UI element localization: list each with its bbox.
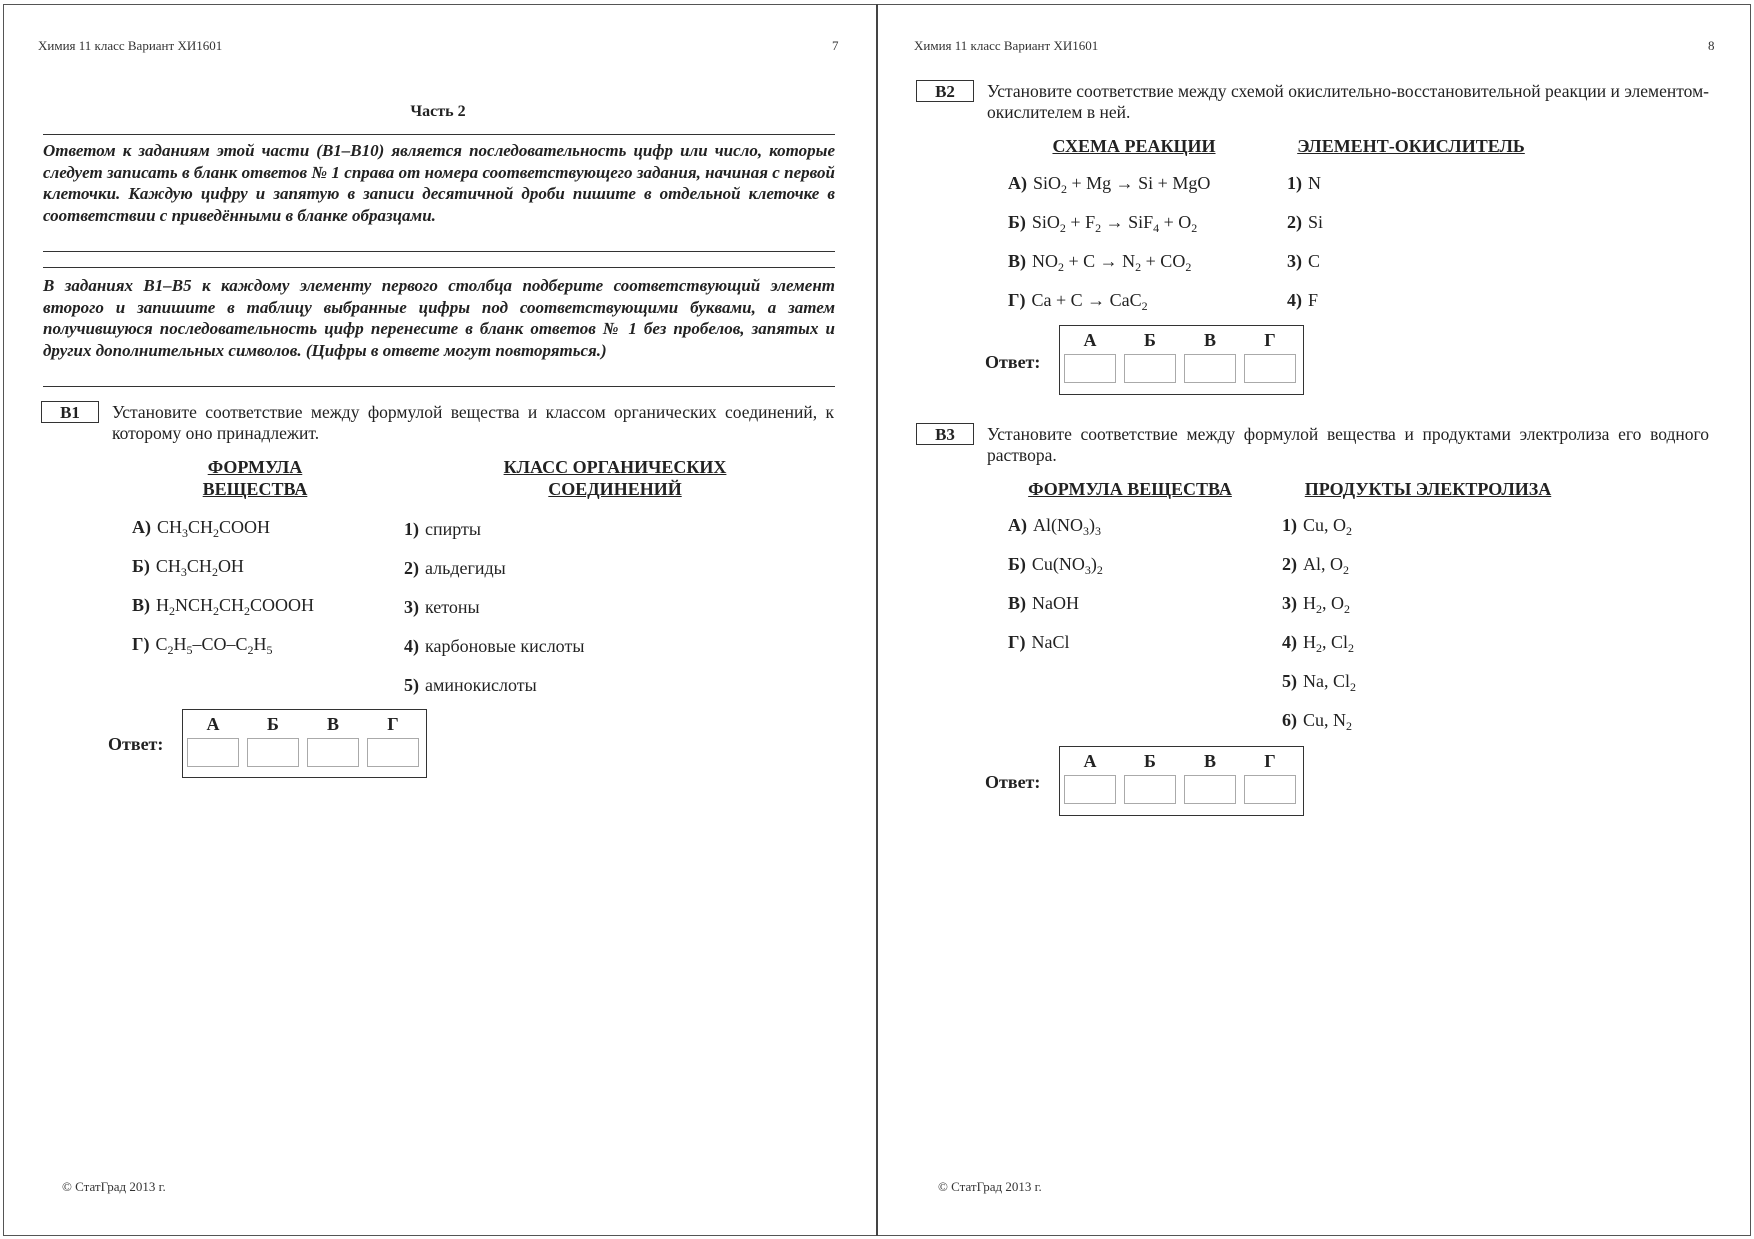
formula-part: NO	[1032, 251, 1058, 271]
formula-part: H	[173, 634, 187, 654]
task-tag-b3: В3	[916, 423, 974, 445]
answer-cell[interactable]	[247, 738, 299, 767]
formula-subscript: 2	[1059, 221, 1066, 235]
formula-part: + C → N	[1064, 251, 1136, 271]
column-header: ВЕЩЕСТВА	[202, 479, 308, 499]
formula-subscript: 2	[169, 604, 175, 618]
product-item	[1282, 591, 1350, 615]
formula-subscript: 2	[1185, 260, 1192, 274]
item-number: 1)	[404, 519, 419, 539]
item-text: C	[1308, 251, 1321, 271]
formula-part: → SiF	[1101, 212, 1154, 232]
item-letter: Г)	[1008, 632, 1026, 652]
answer-letter: Г	[1264, 751, 1276, 771]
task-tag-b1: В1	[41, 401, 99, 423]
item-number: 4)	[404, 636, 419, 656]
formula-part: + Mg → Si + MgO	[1067, 173, 1211, 193]
item-text: кетоны	[425, 597, 480, 617]
class-item	[404, 595, 480, 619]
running-head: Химия 11 класс Вариант ХИ1601	[914, 38, 1099, 53]
answer-letter: Г	[1264, 330, 1276, 350]
item-letter: Б)	[132, 556, 150, 576]
footer-copyright: © СтатГрад 2013 г.	[938, 1179, 1042, 1194]
item-number: 2)	[1287, 212, 1302, 232]
formula-item	[132, 632, 272, 656]
class-item	[404, 673, 537, 697]
answer-cell[interactable]	[1244, 775, 1296, 804]
formula-subscript: 2	[1135, 260, 1142, 274]
class-item	[404, 556, 506, 580]
item-letter: В)	[132, 595, 150, 615]
formula-part: CH	[155, 556, 181, 576]
column-header: КЛАСС ОРГАНИЧЕСКИХ	[503, 457, 727, 477]
item-text: Si	[1308, 212, 1324, 232]
answer-letter: А	[1083, 751, 1097, 771]
formula-subscript: 3	[1083, 524, 1089, 538]
instruction-block-2: В заданиях В1–В5 к каждому элементу первого столбца подберите соответствующий элемент второго и запишите в таблицу выбранные цифры под соответствующими буквами, а затем получившуюся последовательность цифр перенесите в бланк ответов № 1 без пробелов, запятых и других дополнительных символов. (Цифры в ответе могут повторяться.)	[43, 276, 835, 360]
reaction-item	[1008, 171, 1210, 195]
oxidizer-item	[1287, 171, 1321, 195]
item-number: 5)	[1282, 671, 1297, 691]
formula-subscript: 2	[1316, 641, 1322, 655]
formula-part: H	[156, 595, 169, 615]
formula-part: )	[1090, 554, 1097, 574]
reaction-item	[1008, 249, 1191, 273]
formula-part: NaCl	[1031, 632, 1070, 652]
item-letter: Б)	[1008, 554, 1026, 574]
item-letter: Г)	[1008, 290, 1026, 310]
formula-subscript: 2	[213, 526, 220, 540]
oxidizer-item	[1287, 249, 1320, 273]
item-text: альдегиды	[425, 558, 506, 578]
formula-subscript: 2	[1316, 602, 1322, 616]
formula-subscript: 2	[247, 643, 254, 657]
formula-subscript: 2	[244, 604, 251, 618]
formula-part: + CO	[1141, 251, 1186, 271]
answer-letter: В	[1203, 751, 1216, 771]
answer-cell[interactable]	[307, 738, 359, 767]
task-b1-text: Установите соответствие между формулой вещества и классом органических соединений, к которому оно принадлежит.	[112, 402, 834, 443]
item-letter: В)	[1008, 251, 1026, 271]
divider-line	[43, 251, 835, 252]
product-item	[1282, 630, 1354, 654]
substance-item	[1008, 513, 1101, 537]
item-number: 2)	[1282, 554, 1297, 574]
substance-item	[1008, 552, 1103, 576]
formula-part: CH	[188, 517, 214, 537]
answer-letter: А	[206, 714, 220, 734]
answer-table-b3	[1059, 746, 1304, 816]
divider-line	[43, 267, 835, 268]
product-item	[1282, 552, 1349, 576]
formula-subscript: 2	[1095, 221, 1102, 235]
formula-part: )	[1089, 515, 1095, 535]
answer-cell[interactable]	[1124, 354, 1176, 383]
formula-subscript: 2	[211, 565, 218, 579]
formula-part: Cu, N	[1303, 710, 1347, 730]
formula-part: OH	[217, 556, 244, 576]
formula-subscript: 2	[1350, 680, 1356, 694]
column-header: СОЕДИНЕНИЙ	[548, 479, 682, 499]
formula-part: H	[1303, 593, 1316, 613]
formula-subscript: 5	[186, 643, 193, 657]
instruction-block-1: Ответом к заданиям этой части (В1–В10) является последовательность цифр или число, которые следует записать в бланк ответов № 1 справа от номера соответствующего задания, начиная с первой клеточки. Каждую цифру и запятую в записи десятичной дроби пишите в отдельной клеточке в соответствии с приведёнными в бланке образцами.	[43, 141, 835, 225]
item-letter: Г)	[132, 634, 150, 654]
formula-part: Cu(NO	[1031, 554, 1085, 574]
formula-subscript: 2	[1058, 260, 1064, 274]
item-number: 4)	[1287, 290, 1302, 310]
right-page	[878, 0, 1754, 1239]
formula-part: Al, O	[1303, 554, 1343, 574]
formula-part: Cu, O	[1303, 515, 1347, 535]
column-header: ФОРМУЛА	[207, 457, 303, 477]
column-header: ПРОДУКТЫ ЭЛЕКТРОЛИЗА	[1304, 479, 1552, 499]
formula-part: Ca + C → CaC	[1031, 290, 1142, 310]
formula-item	[132, 515, 270, 539]
formula-subscript: 3	[182, 526, 189, 540]
formula-part: –CO–C	[192, 634, 248, 654]
substance-item	[1008, 591, 1079, 615]
column-header: ЭЛЕМЕНТ-ОКИСЛИТЕЛЬ	[1297, 136, 1525, 156]
item-letter: А)	[132, 517, 151, 537]
task-tag-b2: В2	[916, 80, 974, 102]
oxidizer-item	[1287, 210, 1323, 234]
left-page	[0, 0, 876, 1239]
formula-part: Al(NO	[1033, 515, 1083, 535]
formula-subscript: 5	[266, 643, 273, 657]
answer-cell[interactable]	[1184, 775, 1236, 804]
product-item	[1282, 708, 1352, 732]
formula-subscript: 2	[1141, 299, 1148, 313]
item-number: 2)	[404, 558, 419, 578]
answer-table-b1	[182, 709, 427, 778]
formula-part: C	[155, 634, 168, 654]
formula-subscript: 3	[180, 565, 187, 579]
formula-part: CH	[186, 556, 212, 576]
answer-cell[interactable]	[367, 738, 419, 767]
reaction-item	[1008, 210, 1197, 234]
formula-part: COOOH	[250, 595, 315, 615]
task-b3-text: Установите соответствие между формулой вещества и продуктами электролиза его водного раствора.	[987, 424, 1709, 465]
formula-part: H	[1303, 632, 1316, 652]
answer-label: Ответ:	[985, 352, 1041, 372]
item-text: спирты	[425, 519, 481, 539]
answer-letter: Г	[387, 714, 399, 734]
formula-part: H	[253, 634, 267, 654]
formula-part: NCH	[175, 595, 214, 615]
item-number: 5)	[404, 675, 419, 695]
answer-cell[interactable]	[187, 738, 239, 767]
formula-subscript: 2	[167, 643, 174, 657]
item-text: карбоновые кислоты	[425, 636, 585, 656]
task-b2-text: Установите соответствие между схемой окислительно-восстановительной реакции и элементом-окислителем в ней.	[987, 81, 1709, 122]
formula-subscript: 2	[1344, 602, 1350, 616]
formula-subscript: 3	[1095, 524, 1101, 538]
item-letter: Б)	[1008, 212, 1026, 232]
formula-part: COOH	[219, 517, 271, 537]
divider-line	[43, 386, 835, 387]
answer-letter: Б	[1144, 330, 1156, 350]
item-letter: А)	[1008, 173, 1027, 193]
formula-subscript: 2	[213, 604, 220, 618]
substance-item	[1008, 630, 1069, 654]
product-item	[1282, 513, 1352, 537]
answer-table-b2	[1059, 325, 1304, 395]
answer-cell[interactable]	[1064, 775, 1116, 804]
column-header: ФОРМУЛА ВЕЩЕСТВА	[1028, 479, 1232, 499]
formula-item	[132, 593, 314, 617]
part-title: Часть 2	[410, 103, 466, 120]
divider-line	[43, 134, 835, 135]
answer-letter: А	[1083, 330, 1097, 350]
class-item	[404, 517, 481, 541]
answer-letter: В	[326, 714, 339, 734]
answer-letter: Б	[1144, 751, 1156, 771]
answer-cell[interactable]	[1244, 354, 1296, 383]
answer-cell[interactable]	[1184, 354, 1236, 383]
item-number: 3)	[1287, 251, 1302, 271]
item-text: N	[1308, 173, 1321, 193]
answer-label: Ответ:	[108, 734, 164, 754]
page-number: 7	[832, 38, 839, 53]
running-head: Химия 11 класс Вариант ХИ1601	[38, 38, 223, 53]
answer-letter: В	[1203, 330, 1216, 350]
formula-part: + O	[1159, 212, 1192, 232]
formula-item	[132, 554, 244, 578]
item-letter: А)	[1008, 515, 1027, 535]
formula-part: SiO	[1033, 173, 1062, 193]
footer-copyright: © СтатГрад 2013 г.	[62, 1179, 166, 1194]
formula-part: SiO	[1031, 212, 1060, 232]
item-letter: В)	[1008, 593, 1026, 613]
formula-subscript: 2	[1343, 563, 1349, 577]
page-number: 8	[1708, 38, 1715, 53]
item-text: аминокислоты	[425, 675, 537, 695]
item-number: 3)	[1282, 593, 1297, 613]
formula-subscript: 3	[1084, 563, 1091, 577]
formula-subscript: 2	[1096, 563, 1103, 577]
formula-part: CH	[219, 595, 245, 615]
item-text: F	[1308, 290, 1319, 310]
formula-part: Na, Cl	[1303, 671, 1350, 691]
oxidizer-item	[1287, 288, 1318, 312]
formula-part: CH	[157, 517, 183, 537]
column-header: СХЕМА РЕАКЦИИ	[1052, 136, 1216, 156]
formula-part: , O	[1322, 593, 1344, 613]
item-number: 4)	[1282, 632, 1297, 652]
formula-subscript: 2	[1061, 182, 1068, 196]
formula-subscript: 2	[1346, 719, 1353, 733]
formula-subscript: 2	[1346, 524, 1353, 538]
class-item	[404, 634, 584, 658]
item-number: 1)	[1282, 515, 1297, 535]
answer-cell[interactable]	[1124, 775, 1176, 804]
reaction-item	[1008, 288, 1148, 312]
item-number: 1)	[1287, 173, 1302, 193]
formula-part: , Cl	[1322, 632, 1349, 652]
formula-part: NaOH	[1032, 593, 1079, 613]
formula-subscript: 2	[1191, 221, 1198, 235]
answer-label: Ответ:	[985, 772, 1041, 792]
item-number: 6)	[1282, 710, 1297, 730]
answer-cell[interactable]	[1064, 354, 1116, 383]
answer-letter: Б	[267, 714, 279, 734]
product-item	[1282, 669, 1356, 693]
item-number: 3)	[404, 597, 419, 617]
formula-subscript: 2	[1348, 641, 1355, 655]
formula-part: + F	[1065, 212, 1096, 232]
formula-subscript: 4	[1153, 221, 1160, 235]
